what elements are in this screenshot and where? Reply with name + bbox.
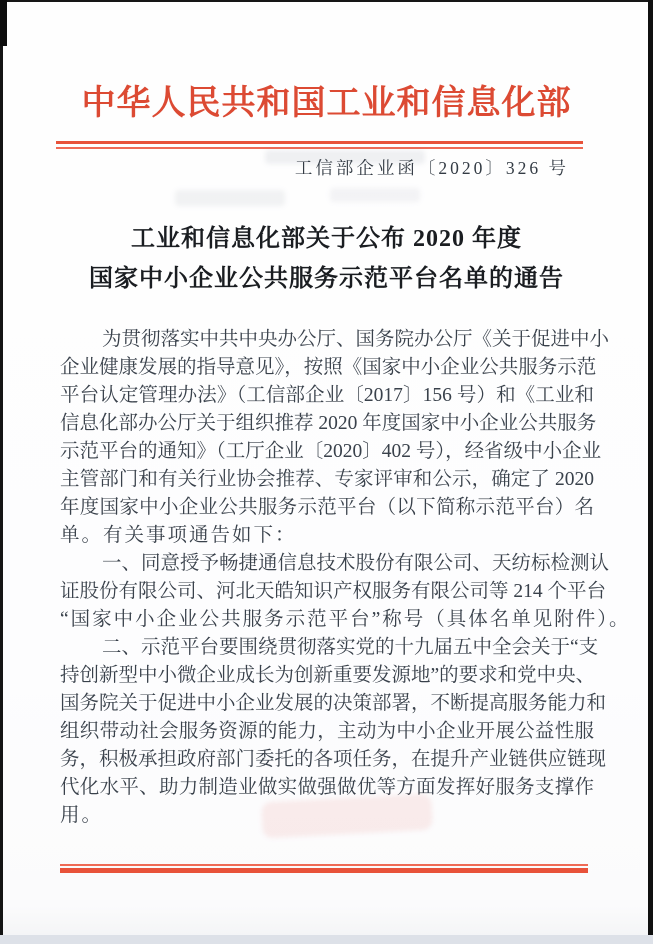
body-line: 示范平台的通知》（工厅企业〔2020〕402 号），经省级中小企业 (60, 441, 602, 462)
footer-rule-thick (60, 868, 588, 873)
body-line: 用。 (60, 805, 104, 826)
body-line: 证股份有限公司、河北天皓知识产权服务有限公司等 214 个平台 (60, 581, 607, 602)
body-line: 单。有关事项通告如下： (60, 525, 297, 546)
scan-edge-left (0, 0, 3, 944)
body-line: 国务院关于促进中小企业发展的决策部署，不断提高服务能力和 (60, 693, 607, 714)
body-line: 务，积极承担政府部门委托的各项任务，在提升产业链供应链现 (60, 749, 607, 770)
document-number: 工信部企业函〔2020〕326 号 (294, 158, 569, 178)
body-line: 平台认定管理办法》（工信部企业〔2017〕156 号）和《工业和 (60, 385, 594, 406)
body-line: 信息化部办公厅关于组织推荐 2020 年度国家中小企业公共服务 (60, 413, 597, 434)
scan-edge-top (0, 0, 653, 2)
letterhead-title: 中华人民共和国工业和信息化部 (81, 85, 572, 122)
body-line: “国家中小企业公共服务示范平台”称号（具体名单见附件）。 (60, 609, 631, 630)
header-rule-thick (56, 141, 583, 144)
notice-title-line-1: 工业和信息化部关于公布 2020 年度 (131, 226, 522, 252)
notice-title-line-2: 国家中小企业公共服务示范平台名单的通告 (89, 266, 564, 292)
scan-bottom-strip (0, 935, 653, 944)
body-line: 主管部门和有关行业协会推荐、专家评审和公示，确定了 2020 (60, 469, 594, 490)
body-line: 组织带动社会服务资源的能力，主动为中小企业开展公益性服 (60, 721, 594, 742)
body-line: 企业健康发展的指导意见》，按照《国家中小企业公共服务示范 (60, 357, 597, 378)
bleedthrough-mark (330, 188, 420, 202)
body-line: 二、示范平台要围绕贯彻落实党的十九届五中全会关于“支 (102, 637, 599, 658)
scan-edge-right (648, 0, 653, 944)
body-line: 年度国家中小企业公共服务示范平台（以下简称示范平台）名 (60, 497, 594, 518)
footer-rule-thin (60, 864, 588, 866)
notice-body (60, 326, 631, 830)
bleedthrough-mark (175, 190, 285, 206)
body-line: 为贯彻落实中共中央办公厅、国务院办公厅《关于促进中小 (102, 329, 610, 350)
body-line: 一、同意授予畅捷通信息技术股份有限公司、天纺标检测认 (102, 553, 610, 574)
body-line: 持创新型中小微企业成长为创新重要发源地”的要求和党中央、 (60, 665, 596, 686)
scan-corner-mark (0, 0, 7, 46)
header-rule-thin (56, 147, 583, 149)
body-line: 代化水平、助力制造业做实做强做优等方面发挥好服务支撑作 (60, 777, 594, 798)
